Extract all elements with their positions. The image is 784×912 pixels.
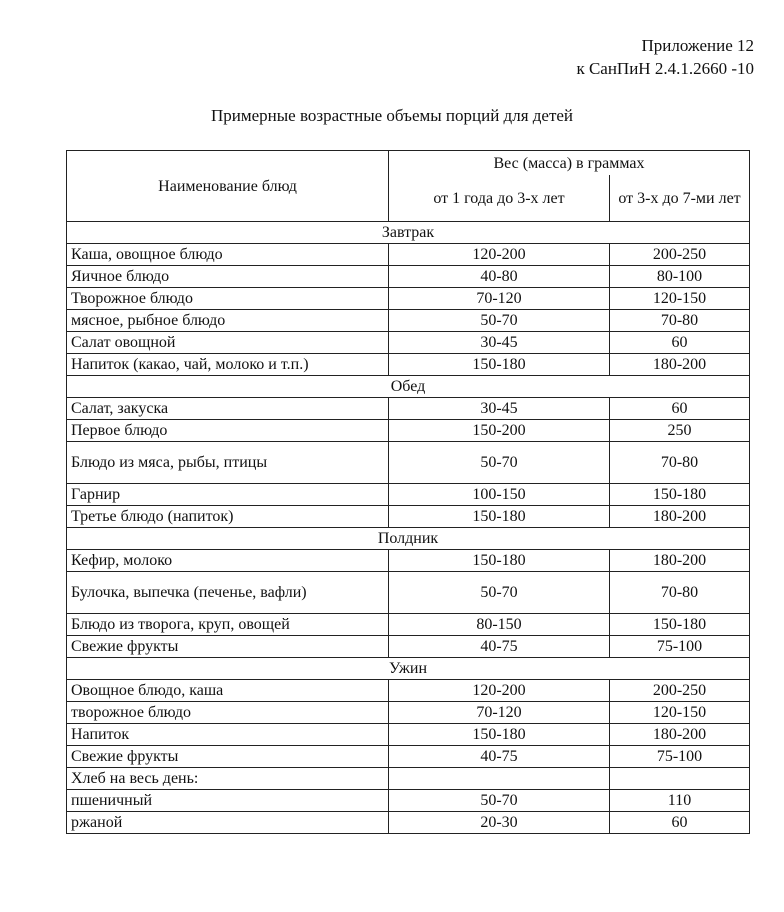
table-row [67, 614, 750, 636]
header-weight: Вес (масса) в граммах [389, 151, 750, 176]
dish-name: Блюдо из творога, круп, овощей [67, 614, 389, 636]
empty-cell [610, 768, 750, 790]
dish-name: Блюдо из мяса, рыбы, птицы [67, 442, 389, 484]
value-age-1-3: 80-150 [389, 614, 610, 636]
section-row [67, 376, 750, 398]
table-row [67, 680, 750, 702]
header-dish-name: Наименование блюд [67, 151, 389, 222]
document-title: Примерные возрастные объемы порций для детей [210, 106, 574, 125]
value-age-3-7: 75-100 [610, 746, 750, 768]
value-age-1-3: 30-45 [389, 398, 610, 420]
dish-name: Кефир, молоко [67, 550, 389, 572]
portions-table [66, 150, 750, 834]
table-row [67, 636, 750, 658]
value-age-3-7: 70-80 [610, 310, 750, 332]
table-row [67, 746, 750, 768]
value-age-1-3: 30-45 [389, 332, 610, 354]
value-age-1-3: 150-180 [389, 550, 610, 572]
table-row [67, 572, 750, 614]
value-age-3-7: 60 [610, 398, 750, 420]
value-age-1-3: 120-200 [389, 244, 610, 266]
value-age-1-3: 40-75 [389, 636, 610, 658]
value-age-1-3: 50-70 [389, 310, 610, 332]
dish-name: Первое блюдо [67, 420, 389, 442]
dish-name: Свежие фрукты [67, 636, 389, 658]
dish-name: Каша, овощное блюдо [67, 244, 389, 266]
dish-name: Свежие фрукты [67, 746, 389, 768]
dish-name: пшеничный [67, 790, 389, 812]
table-row [67, 506, 750, 528]
section-title: Завтрак [67, 222, 750, 244]
dish-name: Салат, закуска [67, 398, 389, 420]
dish-name: Напиток (какао, чай, молоко и т.п.) [67, 354, 389, 376]
table-row [67, 398, 750, 420]
value-age-3-7: 150-180 [610, 614, 750, 636]
value-age-1-3: 70-120 [389, 288, 610, 310]
value-age-1-3: 150-200 [389, 420, 610, 442]
appendix-standard: к СанПиН 2.4.1.2660 -10 [576, 59, 754, 78]
section-title: Ужин [67, 658, 750, 680]
table-row [67, 702, 750, 724]
value-age-3-7: 120-150 [610, 288, 750, 310]
section-row [67, 528, 750, 550]
value-age-1-3: 70-120 [389, 702, 610, 724]
value-age-1-3: 50-70 [389, 572, 610, 614]
value-age-1-3: 100-150 [389, 484, 610, 506]
value-age-3-7: 70-80 [610, 442, 750, 484]
value-age-3-7: 180-200 [610, 354, 750, 376]
table-row [67, 420, 750, 442]
table-row [67, 266, 750, 288]
value-age-1-3: 150-180 [389, 506, 610, 528]
dish-name: мясное, рыбное блюдо [67, 310, 389, 332]
value-age-1-3: 40-75 [389, 746, 610, 768]
table-row [67, 724, 750, 746]
section-title: Обед [67, 376, 750, 398]
table-row [67, 484, 750, 506]
dish-name: Салат овощной [67, 332, 389, 354]
dish-name: Овощное блюдо, каша [67, 680, 389, 702]
value-age-1-3: 120-200 [389, 680, 610, 702]
table-row [67, 244, 750, 266]
table-row [67, 354, 750, 376]
table-row [67, 790, 750, 812]
empty-cell [389, 768, 610, 790]
table-row [67, 288, 750, 310]
dish-name: Творожное блюдо [67, 288, 389, 310]
table-row [67, 550, 750, 572]
section-row [67, 222, 750, 244]
value-age-1-3: 150-180 [389, 354, 610, 376]
value-age-3-7: 60 [610, 812, 750, 834]
value-age-3-7: 200-250 [610, 244, 750, 266]
value-age-3-7: 150-180 [610, 484, 750, 506]
table-row [67, 812, 750, 834]
dish-name: ржаной [67, 812, 389, 834]
appendix-reference [576, 34, 754, 80]
value-age-3-7: 180-200 [610, 724, 750, 746]
value-age-1-3: 50-70 [389, 790, 610, 812]
dish-name: Булочка, выпечка (печенье, вафли) [67, 572, 389, 614]
value-age-1-3: 150-180 [389, 724, 610, 746]
value-age-1-3: 50-70 [389, 442, 610, 484]
value-age-3-7: 110 [610, 790, 750, 812]
table-header-row [67, 151, 750, 176]
value-age-1-3: 40-80 [389, 266, 610, 288]
header-age-group-1: от 1 года до 3-х лет [389, 175, 610, 222]
value-age-3-7: 60 [610, 332, 750, 354]
value-age-3-7: 80-100 [610, 266, 750, 288]
table-row [67, 332, 750, 354]
dish-name: Гарнир [67, 484, 389, 506]
table-row [67, 310, 750, 332]
bread-label-row [67, 768, 750, 790]
value-age-1-3: 20-30 [389, 812, 610, 834]
value-age-3-7: 180-200 [610, 506, 750, 528]
section-row [67, 658, 750, 680]
dish-name: Напиток [67, 724, 389, 746]
value-age-3-7: 120-150 [610, 702, 750, 724]
dish-name: творожное блюдо [67, 702, 389, 724]
section-title: Полдник [67, 528, 750, 550]
dish-name: Третье блюдо (напиток) [67, 506, 389, 528]
table-row [67, 442, 750, 484]
dish-name: Яичное блюдо [67, 266, 389, 288]
value-age-3-7: 250 [610, 420, 750, 442]
bread-label: Хлеб на весь день: [67, 768, 389, 790]
value-age-3-7: 180-200 [610, 550, 750, 572]
value-age-3-7: 70-80 [610, 572, 750, 614]
value-age-3-7: 75-100 [610, 636, 750, 658]
appendix-number: Приложение 12 [641, 36, 754, 55]
header-age-group-2: от 3-х до 7-ми лет [610, 175, 750, 222]
value-age-3-7: 200-250 [610, 680, 750, 702]
